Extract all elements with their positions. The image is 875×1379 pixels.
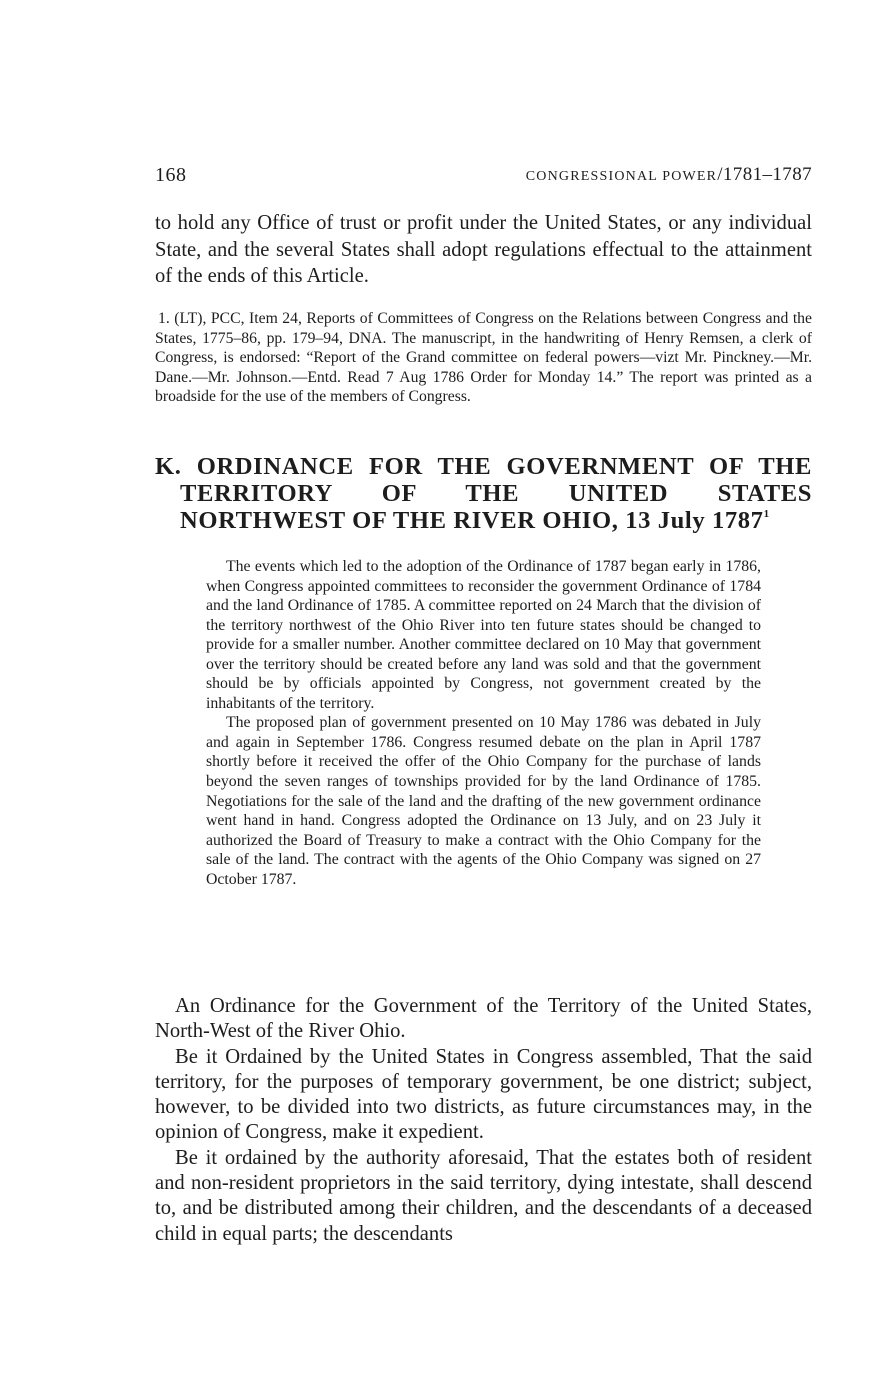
editorial-introduction <box>206 557 761 889</box>
running-title-text: CONGRESSIONAL POWER <box>525 169 718 184</box>
section-heading <box>155 453 812 534</box>
section-heading-text: K. ORDINANCE FOR THE GOVERNMENT OF THE TERRITORY OF THE UNITED STATES NORTHWEST OF THE RIVER OHIO, 13 July 1787 <box>155 453 812 534</box>
continued-text: to hold any Office of trust or profit under the United States, or any individual State, and the several States shall adopt regulations effectual to the attainment of the ends of this Article. <box>155 212 812 288</box>
page-number: 168 <box>155 164 187 186</box>
running-title <box>526 164 812 186</box>
running-head <box>155 164 812 190</box>
ordinance-paragraph: Be it Ordained by the United States in Congress assembled, That the said territory, for the purposes of temporary government, be one district; subject, however, to be divided into two districts, as future circumstances may, in the opinion of Congress, make it expedient. <box>155 1045 812 1144</box>
intro-paragraph: The events which led to the adoption of the Ordinance of 1787 began early in 1786, when Congress appointed committees to reconsider the government Ordinance of 1784 and the land Ordinance of 1785. A committee reported on 24 March that the division of the territory northwest of the Ohio River into ten future states should be changed to provide for a smaller number. Another committee declared on 10 May that government over the territory should be created before any land was sold and that the government should be by officials appointed by Congress, not government created by the inhabitants of the territory. <box>206 558 761 712</box>
ordinance-title-paragraph: An Ordinance for the Government of the Territory of the United States, North-West of the River Ohio. <box>155 995 812 1043</box>
continued-paragraph <box>155 210 812 290</box>
ordinance-body <box>155 994 812 1247</box>
ordinance-paragraph: Be it ordained by the authority aforesaid, That the estates both of resident and non-resident proprietors in the said territory, dying intestate, shall descend to, and be distributed among their children, and the descendants of a deceased child in equal parts; the descendants <box>155 1146 812 1245</box>
running-title-dates: /1781–1787 <box>717 164 812 185</box>
footnote: 1. (LT), PCC, Item 24, Reports of Committees of Congress on the Relations between Congress and the States, 1775–86, pp. 179–94, DNA. The manuscript, in the handwriting of Henry Remsen, a clerk of Congress, is endorsed: “Report of the Grand committee on federal powers—vizt Mr. Pinckney.—Mr. Dane.—Mr. Johnson.—Entd. Read 7 Aug 1786 Order for Monday 14.” The report was printed as a broadside for the use of the members of Congress. <box>155 310 812 406</box>
footnote-marker: 1 <box>763 508 770 520</box>
intro-paragraph: The proposed plan of government presented on 10 May 1786 was debated in July and again in September 1786. Congress resumed debate on the plan in April 1787 shortly before it received the offer of the Ohio Company for the purchase of lands beyond the seven ranges of townships provided for by the land Ordinance of 1785. Negotiations for the sale of the land and the drafting of the new government ordinance went hand in hand. Congress adopted the Ordinance on 13 July, and on 23 July it authorized the Board of Treasury to make a contract with the Ohio Company for the sale of the land. The contract with the agents of the Ohio Company was signed on 27 October 1787. <box>206 714 761 888</box>
